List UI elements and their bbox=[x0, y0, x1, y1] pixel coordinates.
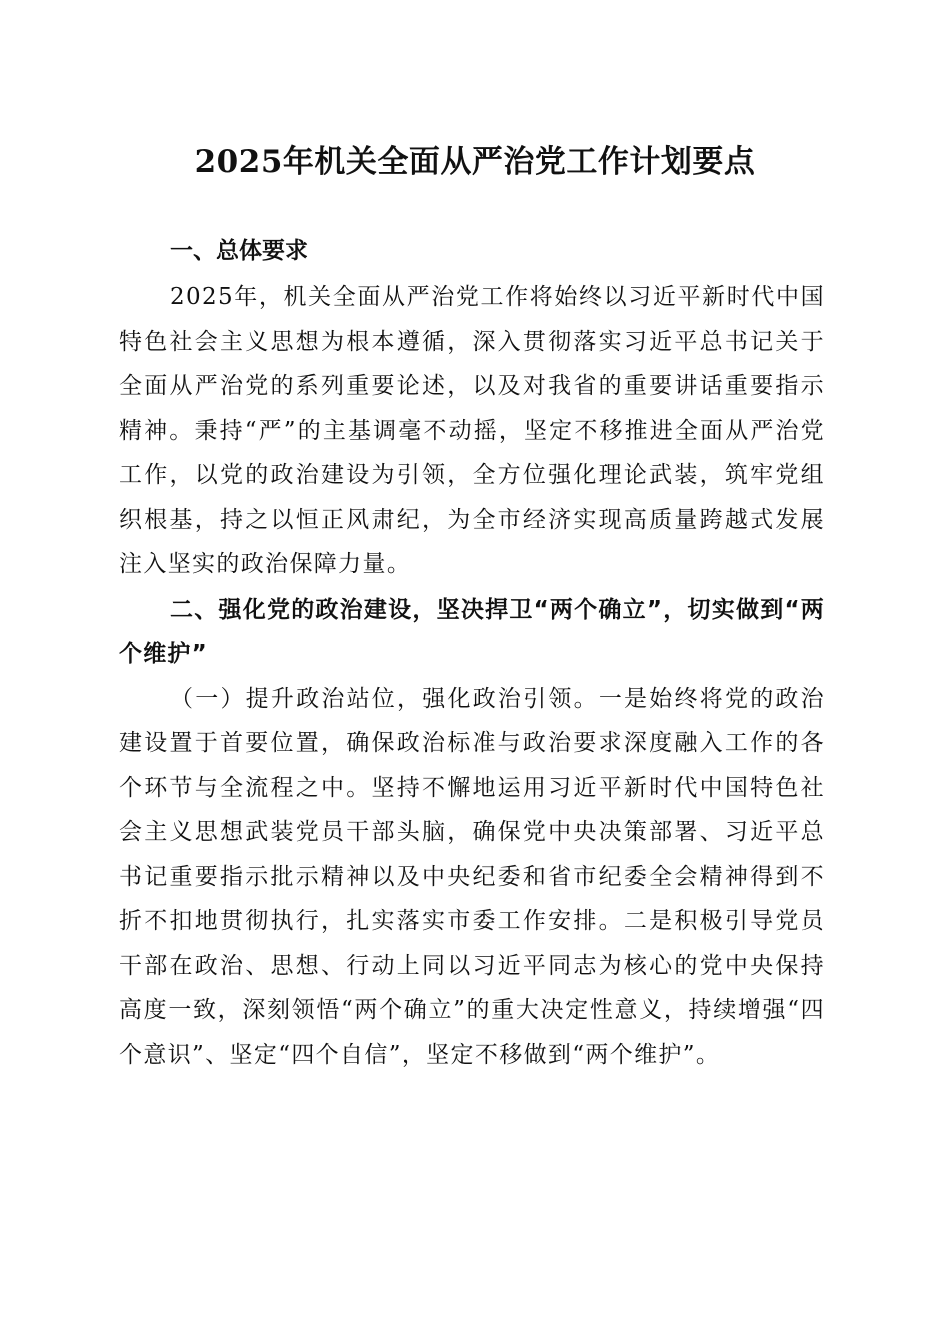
section-paragraph-overall-requirements: 2025年，机关全面从严治党工作将始终以习近平新时代中国特色社会主义思想为根本遵循，深入贯彻落实习近平总书记关于全面从严治党的系列重要论述，以及对我省的重要讲话重要指示精神。秉持“严”的主基调毫不动摇，坚定不移推进全面从严治党工作，以党的政治建设为引领，全方位强化理论武装，筑牢党组织根基，持之以恒正风肃纪，为全市经济实现高质量跨越式发展注入坚实的政治保障力量。 bbox=[119, 284, 825, 577]
document-title: 2025年机关全面从严治党工作计划要点 bbox=[194, 144, 756, 180]
section-heading-political-building: 二、强化党的政治建设，坚决捍卫“两个确立”，切实做到“两个维护” bbox=[119, 596, 825, 667]
document-body bbox=[119, 227, 825, 1077]
section-heading-overall-requirements: 一、总体要求 bbox=[170, 238, 308, 264]
section-paragraph-political-stance: （一）提升政治站位，强化政治引领。一是始终将党的政治建设置于首要位置，确保政治标准与政治要求深度融入工作的各个环节与全流程之中。坚持不懈地运用习近平新时代中国特色社会主义思想武装党员干部头脑，确保党中央决策部署、习近平总书记重要指示批示精神以及中央纪委和省市纪委全会精神得到不折不扣地贯彻执行，扎实落实市委工作安排。二是积极引导党员干部在政治、思想、行动上同以习近平同志为核心的党中央保持高度一致，深刻领悟“两个确立”的重大决定性意义，持续增强“四个意识”、坚定“四个自信”，坚定不移做到“两个维护”。 bbox=[119, 685, 825, 1068]
